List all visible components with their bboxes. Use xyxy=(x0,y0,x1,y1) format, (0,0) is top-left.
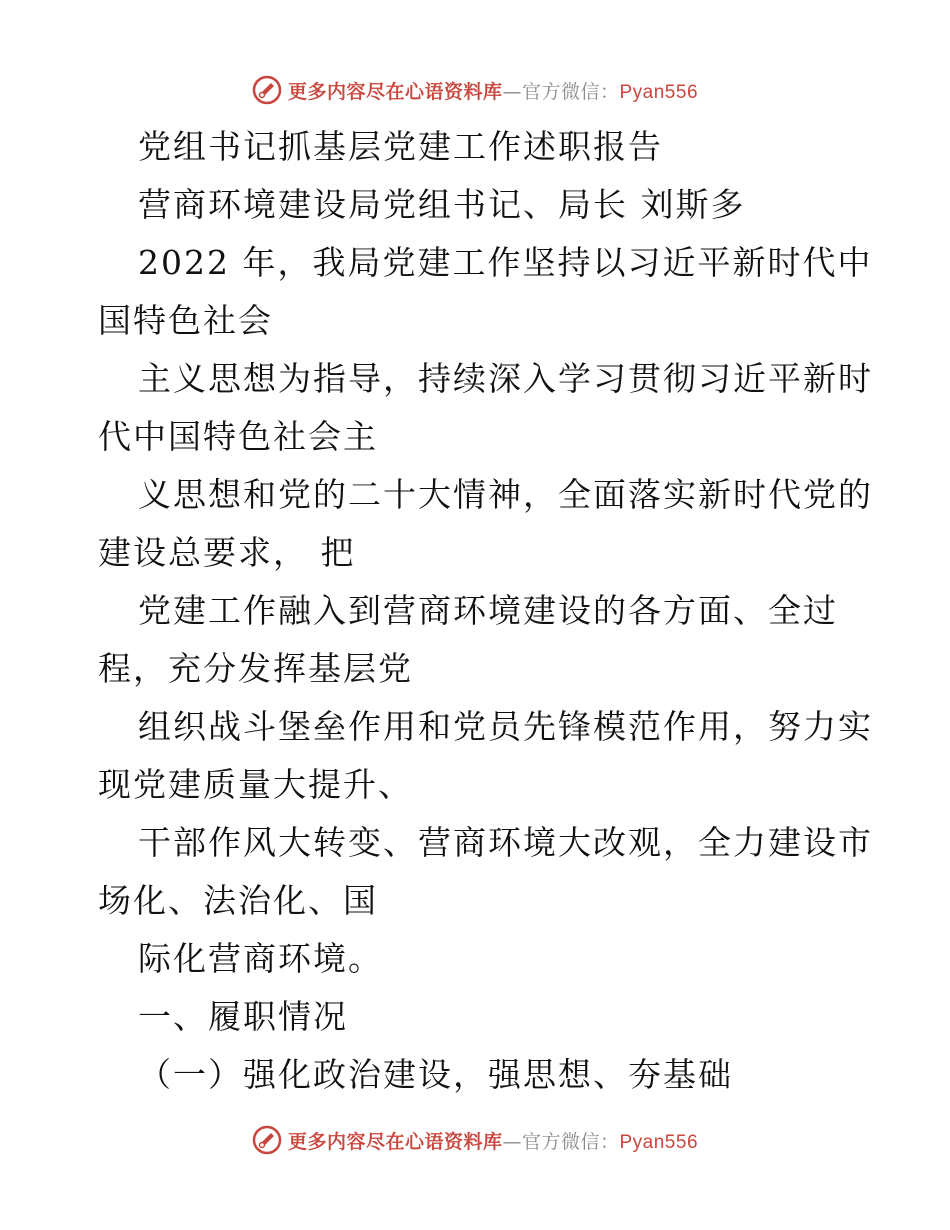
watermark-footer xyxy=(0,1120,950,1160)
watermark-text xyxy=(288,77,698,104)
watermark-label: 官方微信： xyxy=(521,1130,620,1153)
document-body xyxy=(98,118,873,1104)
watermark-brand: 更多内容尽在心语资料库 xyxy=(287,1130,503,1153)
paragraph-line: 场化、法治化、国 xyxy=(98,881,378,920)
paragraph-line: 代中国特色社会主 xyxy=(98,417,378,456)
author-line: 营商环境建设局党组书记、局长 刘斯多 xyxy=(138,185,746,224)
watermark-header xyxy=(0,70,950,110)
watermark-text xyxy=(288,1127,698,1154)
paragraph-line: 现党建质量大提升、 xyxy=(98,765,413,804)
brand-logo-icon xyxy=(252,75,282,105)
watermark-brand: 更多内容尽在心语资料库 xyxy=(287,80,503,103)
paragraph-line: 国特色社会 xyxy=(98,301,273,340)
subsection-heading: （一）强化政治建设，强思想、夯基础 xyxy=(138,1055,733,1094)
watermark-id: Pyan556 xyxy=(619,1131,699,1153)
paragraph-line: 主义思想为指导，持续深入学习贯彻习近平新时 xyxy=(138,359,873,398)
brand-logo-icon xyxy=(252,1125,282,1155)
paragraph-line: 程，充分发挥基层党 xyxy=(98,649,413,688)
paragraph-line: 建设总要求， 把 xyxy=(98,533,356,572)
paragraph-line: 义思想和党的二十大情神，全面落实新时代党的 xyxy=(138,475,873,514)
paragraph-line: 2022 年，我局党建工作坚持以习近平新时代中 xyxy=(138,243,873,282)
watermark-label: 官方微信： xyxy=(521,80,620,103)
document-title: 党组书记抓基层党建工作述职报告 xyxy=(138,127,663,166)
watermark-dash: — xyxy=(502,1130,522,1153)
watermark-id: Pyan556 xyxy=(619,81,699,103)
paragraph-line: 组织战斗堡垒作用和党员先锋模范作用，努力实 xyxy=(138,707,873,746)
paragraph-line: 党建工作融入到营商环境建设的各方面、全过 xyxy=(138,591,838,630)
watermark-dash: — xyxy=(502,80,522,103)
section-heading: 一、履职情况 xyxy=(138,997,348,1036)
paragraph-line: 际化营商环境。 xyxy=(138,939,383,978)
paragraph-line: 干部作风大转变、营商环境大改观，全力建设市 xyxy=(138,823,873,862)
